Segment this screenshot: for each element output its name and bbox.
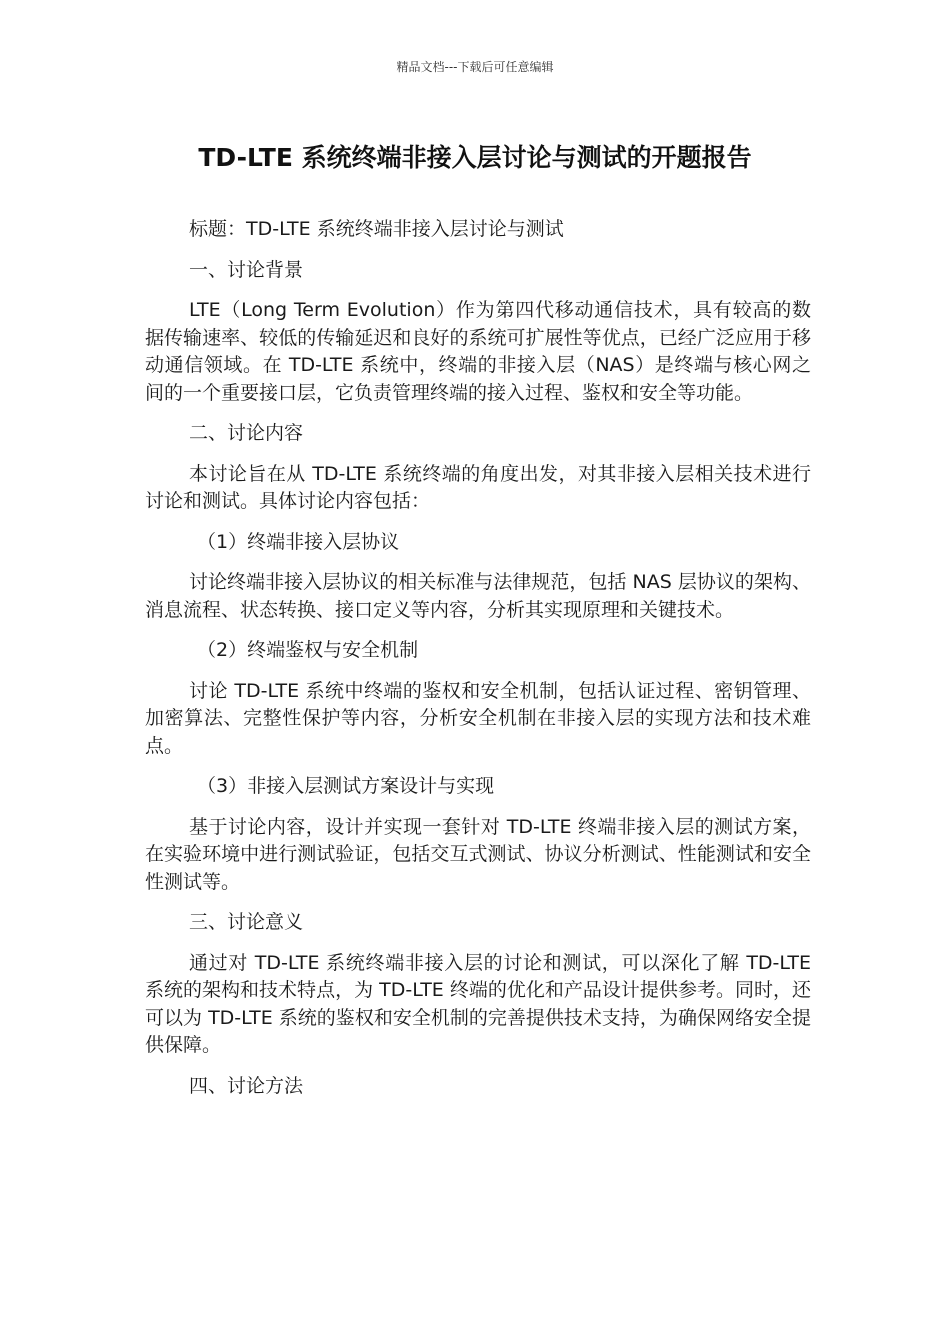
document-title: TD-LTE 系统终端非接入层讨论与测试的开题报告: [198, 143, 752, 172]
header-note: 精品文档---下载后可任意编辑: [396, 60, 554, 74]
paragraph-auth-security: 讨论 TD-LTE 系统中终端的鉴权和安全机制，包括认证过程、密钥管理、加密算法、完整性保护等内容，分析安全机制在非接入层的实现方法和技术难点。: [145, 679, 811, 757]
subheading-auth-security: （2）终端鉴权与安全机制: [197, 639, 419, 661]
paragraph-test-plan: 基于讨论内容，设计并实现一套针对 TD-LTE 终端非接入层的测试方案，在实验环境中进行测试验证，包括交互式测试、协议分析测试、性能测试和安全性测试等。: [145, 815, 811, 893]
subheading-test-plan: （3）非接入层测试方案设计与实现: [197, 775, 495, 797]
section-heading-background: 一、讨论背景: [189, 258, 304, 281]
subheading-nas-protocol: （1）终端非接入层协议: [197, 530, 400, 553]
subject-line: 标题：TD-LTE 系统终端非接入层讨论与测试: [189, 218, 564, 240]
paragraph-background: LTE（Long Term Evolution）作为第四代移动通信技术，具有较高的数据传输速率、较低的传输延迟和良好的系统可扩展性等优点，已经广泛应用于移动通信领域。在 TD-LTE 系统中，终端的非接入层（NAS）是终端与核心网之间的一个重要接口层，它负责管理终端的接入过程、鉴权和安全等功能。: [145, 299, 811, 404]
section-heading-content: 二、讨论内容: [189, 422, 304, 444]
paragraph-significance: 通过对 TD-LTE 系统终端非接入层的讨论和测试，可以深化了解 TD-LTE 系统的架构和技术特点，为 TD-LTE 终端的优化和产品设计提供参考。同时，还可以为 TD-LTE 系统的鉴权和安全机制的完善提供技术支持，为确保网络安全提供保障。: [145, 951, 811, 1056]
paragraph-content-intro: 本讨论旨在从 TD-LTE 系统终端的角度出发，对其非接入层相关技术进行讨论和测试。具体讨论内容包括：: [145, 462, 811, 512]
paragraph-nas-protocol: 讨论终端非接入层协议的相关标准与法律规范，包括 NAS 层协议的架构、消息流程、状态转换、接口定义等内容，分析其实现原理和关键技术。: [145, 571, 811, 621]
document-body: [145, 216, 811, 1113]
section-heading-significance: 三、讨论意义: [189, 911, 304, 933]
section-heading-method: 四、讨论方法: [189, 1074, 304, 1097]
